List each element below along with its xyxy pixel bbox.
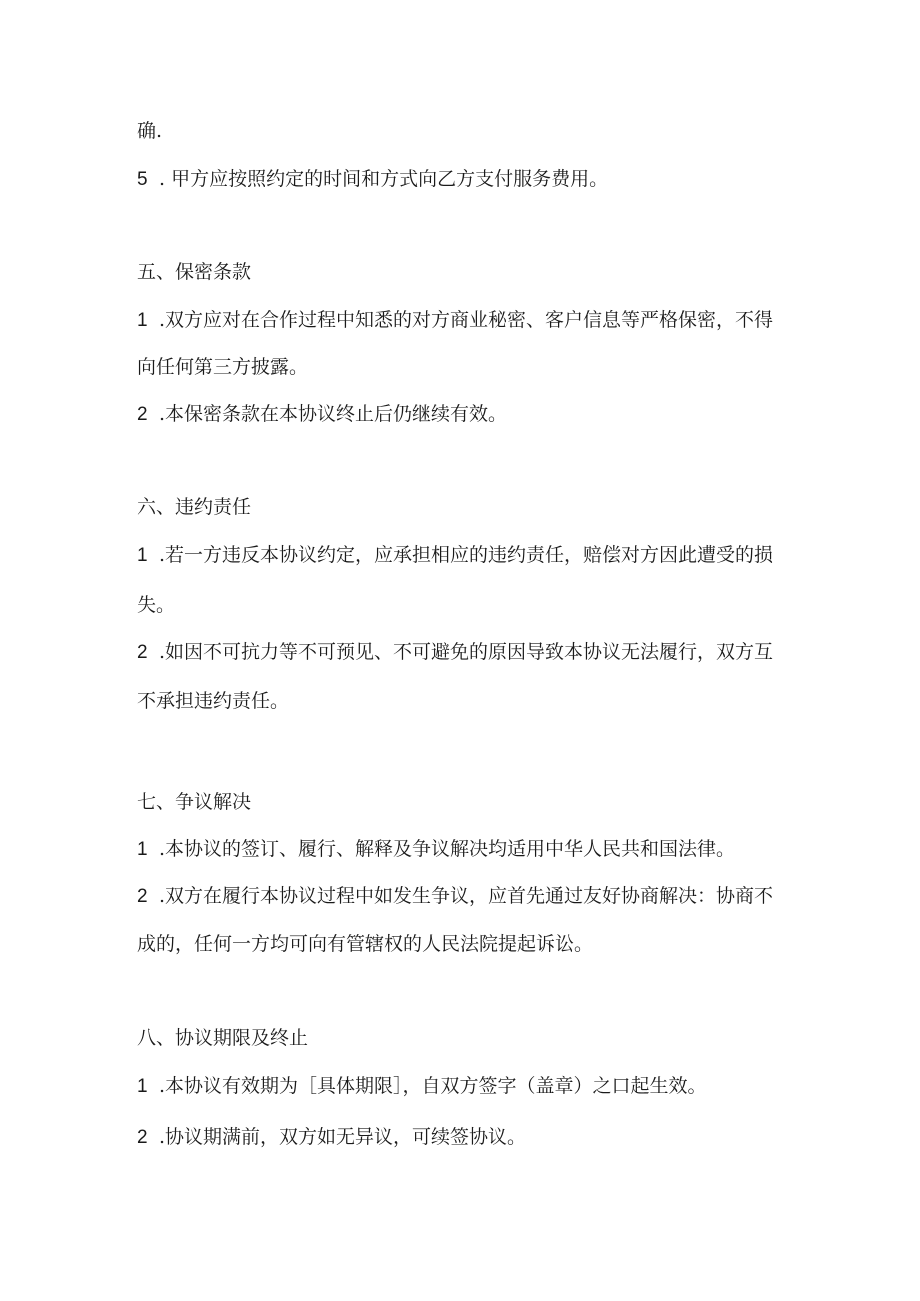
list-text: .本协议的签订、履行、解释及争议解决均适用中华人民共和国法律。 [159,838,736,860]
section-heading-6 [137,498,251,517]
list-number: 5 [137,169,148,190]
list-item-2 [137,643,773,662]
list-item-5 [137,170,608,189]
line-text: 不承担违约责任。 [137,690,290,712]
heading-text: 五、保密条款 [137,261,252,283]
heading-text: 六、违约责任 [137,496,252,518]
line-text: 失。 [137,594,176,616]
line-text: 成的，任何一方均可向有管辖权的人民法院提起诉讼。 [137,933,594,955]
list-text: . 甲方应按照约定的时间和方式向乙方支付服务费用。 [159,168,609,190]
heading-text: 七、争议解决 [137,791,252,813]
list-item-1 [137,546,773,565]
list-item-2 [137,887,773,906]
paragraph-line [137,596,175,615]
list-text: .如因不可抗力等不可预见、不可避免的原因导致本协议无法履行，双方互 [159,641,774,663]
list-text: .若一方违反本协议约定，应承担相应的违约责任，赔偿对方因此遭受的损 [159,544,774,566]
list-number: 2 [137,642,148,663]
list-item-1 [137,311,773,330]
section-heading-5 [137,263,251,282]
paragraph-line [137,358,308,377]
list-text: .双方在履行本协议过程中如发生争议，应首先通过友好协商解决：协商不 [159,885,774,907]
list-text: .本保密条款在本协议终止后仍继续有效。 [159,403,508,425]
line-text: 确. [137,120,163,142]
section-heading-7 [137,793,251,812]
list-number: 2 [137,886,148,907]
heading-text: 八、协议期限及终止 [137,1027,309,1049]
paragraph-line [137,692,289,711]
list-number: 1 [137,545,148,566]
line-text: 向任何第三方披露。 [137,356,309,378]
list-item-2 [137,405,507,424]
paragraph-line [137,935,593,954]
list-number: 1 [137,1076,148,1097]
list-text: .本协议有效期为［具体期限］，自双方签字（盖章）之口起生效。 [159,1075,707,1097]
list-number: 2 [137,404,148,425]
list-text: .双方应对在合作过程中知悉的对方商业秘密、客户信息等严格保密，不得 [159,309,774,331]
list-number: 1 [137,839,148,860]
list-item-1 [137,840,735,859]
list-item-1 [137,1077,707,1096]
list-text: .协议期满前，双方如无异议，可续签协议。 [159,1126,527,1148]
list-item-2 [137,1128,526,1147]
list-number: 1 [137,310,148,331]
section-heading-8 [137,1029,308,1048]
paragraph-line [137,122,162,141]
list-number: 2 [137,1127,148,1148]
